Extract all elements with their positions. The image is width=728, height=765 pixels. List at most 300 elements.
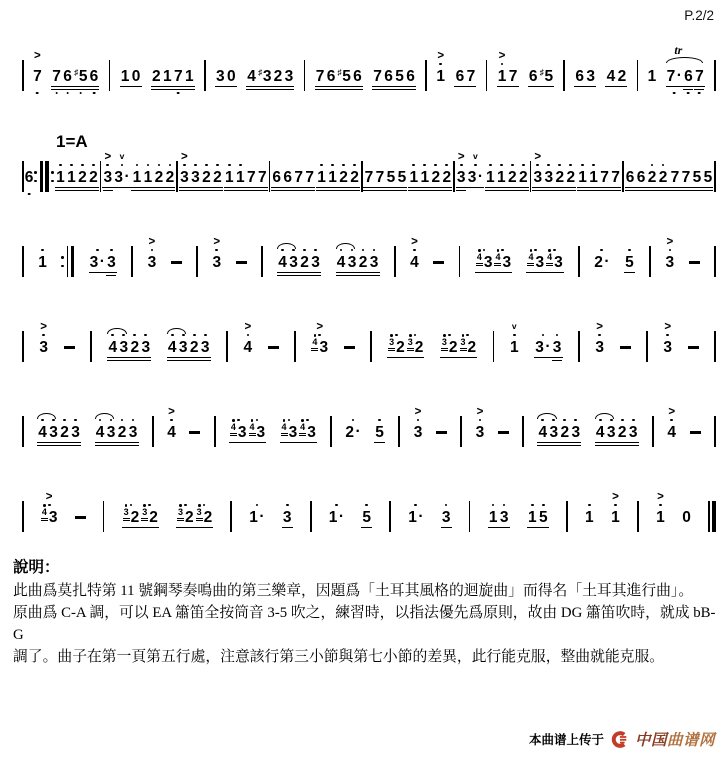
note-digit (180, 168, 189, 185)
digit-text: 4 (38, 423, 47, 441)
note (89, 50, 98, 84)
note (227, 50, 236, 84)
augmentation-dot: · (418, 507, 424, 525)
beam (122, 527, 159, 529)
articulation-mark: > (45, 491, 53, 503)
digit-text: 2 (130, 508, 140, 526)
beam (51, 89, 99, 91)
grace-digit: 3 (460, 337, 466, 348)
barline (530, 161, 532, 192)
note-digit (258, 168, 267, 185)
note-digit (283, 508, 292, 525)
beam (315, 86, 363, 88)
beam-group (55, 151, 99, 185)
note (225, 151, 234, 185)
note-digit (283, 168, 292, 185)
digit-text: 3 (369, 253, 379, 271)
barline (646, 331, 648, 362)
note-digit (510, 338, 519, 355)
note (294, 151, 303, 185)
digit-text: 3 (663, 338, 673, 356)
octave-dot (513, 334, 516, 337)
digit-text: 1 (488, 508, 498, 526)
note (420, 151, 429, 185)
note-digit (152, 67, 161, 84)
digit-text: 6 (326, 67, 336, 85)
note-digit (460, 338, 477, 355)
note (316, 50, 325, 84)
note (406, 50, 415, 84)
grace-note (441, 334, 448, 351)
note (141, 491, 158, 525)
digit-text: 1 (235, 168, 245, 186)
octave-dot (239, 164, 242, 167)
barline (622, 161, 624, 192)
barline (22, 331, 24, 362)
digit-text: 7 (33, 67, 42, 85)
note (475, 406, 484, 440)
note (74, 50, 87, 84)
barline (714, 161, 716, 192)
beam (372, 89, 416, 91)
note-digit (311, 338, 328, 355)
note (364, 151, 373, 185)
articulation-mark: > (411, 236, 418, 248)
extra-beam (456, 190, 466, 192)
digit-text: 6 (575, 67, 584, 85)
digit-text: 2 (358, 253, 368, 271)
beam (131, 190, 175, 192)
octave-dot (48, 504, 51, 507)
digit-text: 3 (571, 423, 581, 441)
note-digit (300, 253, 309, 270)
digit-text: 1 (497, 168, 506, 186)
digit-text: 7 (466, 67, 476, 85)
note-digit (132, 67, 141, 84)
note (174, 50, 183, 84)
octave-dot (351, 249, 354, 252)
beam-group (528, 50, 554, 84)
digit-text: 7 (315, 67, 325, 85)
note-digit (148, 253, 157, 270)
digit-text: 7 (508, 67, 518, 85)
note (535, 321, 550, 355)
beam-group (215, 50, 237, 84)
note-digit (104, 168, 113, 185)
site-name (635, 728, 715, 750)
octave-dot (542, 334, 545, 337)
octave-dot (489, 164, 492, 167)
augmentation-dot: · (355, 422, 361, 440)
barline (394, 246, 396, 277)
note-digit (25, 168, 34, 185)
score-line-2 (22, 151, 716, 205)
beam (151, 89, 195, 91)
note-digit (227, 67, 236, 84)
note (663, 321, 672, 355)
grace-beams (527, 263, 534, 266)
digit-text: 2 (273, 67, 283, 85)
note-digit (247, 67, 256, 84)
sharp-icon: ♯ (539, 67, 544, 77)
note (202, 151, 211, 185)
note (118, 406, 127, 440)
note (560, 406, 569, 440)
digit-text: 3 (200, 338, 210, 356)
note-digit (225, 168, 234, 185)
note-digit (350, 168, 359, 185)
digit-text: 4 (667, 423, 677, 441)
octave-dot (531, 504, 534, 507)
note (121, 50, 130, 84)
beam (441, 527, 452, 529)
digit-text: 0 (227, 67, 236, 85)
grace-beams (546, 263, 553, 266)
beam (408, 190, 452, 192)
digit-text: 6 (684, 67, 693, 85)
digit-text: 3 (441, 508, 451, 526)
note-digit (258, 67, 271, 84)
score-line-4 (22, 321, 716, 375)
beam (669, 187, 713, 189)
barline (566, 501, 568, 532)
note-digit (494, 253, 511, 270)
octave-dot (182, 334, 185, 337)
barline (71, 246, 74, 277)
digit-text: 3 (549, 423, 559, 441)
octave-dot (314, 249, 317, 252)
digit-text: 2 (203, 508, 213, 526)
note-digit (274, 67, 283, 84)
note-digit (575, 67, 584, 84)
note (132, 50, 141, 84)
octave-dot (205, 164, 208, 167)
duration-dash (75, 516, 86, 519)
note-digit (130, 338, 139, 355)
digit-text: 7 (173, 67, 183, 85)
note-digit (163, 67, 172, 84)
octave-dot (352, 419, 355, 422)
digit-text: 1 (184, 67, 194, 85)
octave-dot (52, 419, 55, 422)
note-digit (600, 168, 609, 185)
octave-dot (553, 249, 556, 252)
note-digit (384, 67, 393, 84)
note (625, 236, 634, 270)
barline (361, 161, 363, 192)
octave-dot (687, 92, 690, 95)
digit-text: 2 (213, 168, 222, 186)
note (167, 406, 176, 440)
digit-text: 2 (165, 168, 175, 186)
digit-text: 2 (617, 423, 627, 441)
augmentation-dot: · (99, 252, 105, 270)
note (549, 406, 558, 440)
note-digit (362, 508, 371, 525)
beam-group (246, 50, 294, 84)
note (665, 236, 674, 270)
digit-text: 1 (120, 67, 130, 85)
octave-dot (177, 92, 180, 95)
explanation-line: 原曲爲 C-A 調，可以 EA 簫笛全按筒音 3-5 吹之，練習時，以指法優先爲原則，故由 DG 簫笛吹時，就成 bB-G (13, 605, 716, 643)
note-digit (201, 338, 210, 355)
note (606, 50, 615, 84)
note (67, 151, 76, 185)
note-digit (637, 168, 646, 185)
note (617, 50, 626, 84)
note (596, 406, 605, 440)
note (571, 406, 580, 440)
beam-group (89, 236, 117, 270)
augmentation-dot: · (604, 252, 610, 270)
octave-dot (96, 249, 99, 252)
grace-note (196, 504, 203, 521)
barline (637, 60, 639, 91)
note-digit (67, 168, 76, 185)
note-digit (177, 508, 194, 525)
note (611, 151, 620, 185)
note (249, 406, 266, 440)
note (201, 321, 210, 355)
note (39, 321, 48, 355)
note (684, 50, 693, 84)
note (63, 50, 72, 84)
note (533, 151, 542, 185)
digit-text: 7 (666, 67, 676, 85)
octave-dot (353, 164, 356, 167)
duration-dash (189, 431, 200, 434)
note-digit (656, 508, 665, 525)
note (626, 151, 635, 185)
digit-text: 1 (224, 168, 234, 186)
beam (246, 86, 294, 88)
grace-digit: 3 (178, 507, 184, 518)
digit-text: 1 (578, 168, 587, 186)
beam-group (454, 50, 476, 84)
barline (469, 501, 471, 532)
barline (389, 501, 391, 532)
note (311, 321, 328, 355)
beam-group (440, 321, 477, 355)
note (216, 50, 225, 84)
note-digit (174, 67, 183, 84)
barline (712, 501, 715, 532)
note (141, 321, 150, 355)
digit-text: 7 (681, 168, 691, 186)
duration-dash (620, 346, 631, 349)
digit-text: 4 (108, 338, 118, 356)
beam-group (363, 151, 407, 185)
beam-group (51, 50, 99, 84)
note (41, 491, 58, 525)
beam-group (387, 321, 424, 355)
octave-dot (666, 334, 669, 337)
octave-dot (158, 164, 161, 167)
digit-text: 2 (566, 168, 576, 186)
beam (315, 89, 363, 91)
barline (578, 246, 580, 277)
note-digit (108, 338, 117, 355)
note (152, 50, 161, 84)
beam (167, 360, 211, 362)
digit-text: 2 (647, 168, 657, 186)
digit-text: 4 (95, 423, 105, 441)
note-digit (468, 168, 483, 185)
sharp-icon: ♯ (337, 67, 342, 77)
grace-note (41, 504, 48, 521)
grace-digit: 4 (41, 507, 47, 518)
note-digit (607, 67, 616, 84)
digit-text: 6 (283, 168, 292, 186)
beam-group (277, 236, 321, 270)
beam (456, 187, 484, 189)
digit-text: 6 (63, 67, 72, 85)
note (498, 50, 507, 84)
digit-text: 1 (328, 168, 337, 186)
octave-dot (110, 249, 113, 252)
note (243, 321, 252, 355)
note-digit (90, 253, 105, 270)
articulation-mark: > (148, 236, 156, 248)
octave-dot (413, 249, 416, 252)
note (528, 491, 537, 525)
articulation-mark: v (472, 151, 478, 161)
digit-text: 1 (38, 253, 47, 271)
grace-note (476, 249, 483, 266)
barline (269, 161, 271, 192)
note (339, 151, 348, 185)
articulation-mark: > (664, 321, 672, 333)
octave-dot (621, 419, 624, 422)
digit-text: 7 (611, 168, 620, 186)
note-digit (594, 253, 609, 270)
note-digit (96, 423, 105, 440)
note-digit (38, 423, 47, 440)
note (350, 151, 359, 185)
grace-beams (141, 518, 148, 521)
note (107, 406, 116, 440)
note (414, 406, 423, 440)
note-digit (370, 253, 379, 270)
note (258, 151, 267, 185)
note-digit (305, 168, 314, 185)
octave-dot (669, 249, 672, 252)
beam (277, 272, 321, 274)
barline (310, 501, 312, 532)
note-digit (509, 67, 518, 84)
octave-dot (373, 249, 376, 252)
octave-dot (673, 92, 676, 95)
digit-text: 1 (527, 508, 537, 526)
beam-group (179, 151, 223, 185)
octave-dot (42, 334, 45, 337)
note-digit (441, 338, 458, 355)
digit-text: 3 (307, 423, 316, 441)
barline (22, 246, 24, 277)
octave-dot (318, 334, 321, 337)
duration-dash (688, 346, 699, 349)
note-digit (611, 508, 620, 525)
note-digit (546, 253, 563, 270)
digit-text: 2 (442, 168, 452, 186)
note (586, 50, 595, 84)
note-digit (566, 168, 575, 185)
note-digit (398, 168, 407, 185)
beam (336, 275, 380, 277)
note-digit (611, 168, 620, 185)
note (129, 406, 138, 440)
digit-text: 3 (191, 168, 200, 186)
note-digit (129, 423, 138, 440)
octave-dot (61, 265, 64, 268)
beam (336, 272, 380, 274)
octave-dot (122, 334, 125, 337)
note-digit (528, 508, 537, 525)
grace-note (230, 419, 237, 436)
note-digit (442, 508, 451, 525)
beam (669, 190, 713, 192)
note-digit (278, 253, 287, 270)
octave-dot (563, 419, 566, 422)
octave-dot (414, 504, 417, 507)
octave-dot (501, 249, 504, 252)
note-digit (244, 338, 253, 355)
note (337, 236, 346, 270)
note-digit (476, 423, 485, 440)
octave-dot (501, 63, 504, 66)
note (196, 491, 213, 525)
octave-dot (306, 419, 309, 422)
augmentation-dot: · (124, 167, 130, 185)
octave-dot (599, 419, 602, 422)
note-digit (78, 168, 87, 185)
grace-note (177, 504, 184, 521)
octave-dot (133, 334, 136, 337)
note-digit (539, 423, 548, 440)
grace-note (388, 334, 395, 351)
note-digit (52, 67, 61, 84)
octave-dot (193, 334, 196, 337)
note-digit (56, 168, 65, 185)
octave-dot (651, 164, 654, 167)
digit-text: 2 (431, 168, 441, 186)
note (648, 151, 657, 185)
note-digit (663, 338, 672, 355)
articulation-mark: > (168, 406, 175, 418)
octave-dot (574, 419, 577, 422)
note-digit (497, 168, 506, 185)
digit-text: 3 (628, 423, 638, 441)
octave-dot (144, 334, 147, 337)
repeat-dots (34, 171, 37, 182)
beam-group (408, 151, 452, 185)
barline (22, 60, 24, 91)
grace-note (281, 419, 288, 436)
beam (537, 442, 581, 444)
beam (387, 357, 424, 359)
octave-dot (500, 164, 503, 167)
beam (595, 445, 639, 447)
beam (475, 272, 512, 274)
grace-beams (311, 348, 318, 351)
note (585, 491, 594, 525)
note (258, 50, 271, 84)
note (190, 321, 199, 355)
digit-text: 3 (237, 423, 247, 441)
note (566, 151, 575, 185)
note (284, 50, 293, 84)
note-digit (375, 423, 384, 440)
